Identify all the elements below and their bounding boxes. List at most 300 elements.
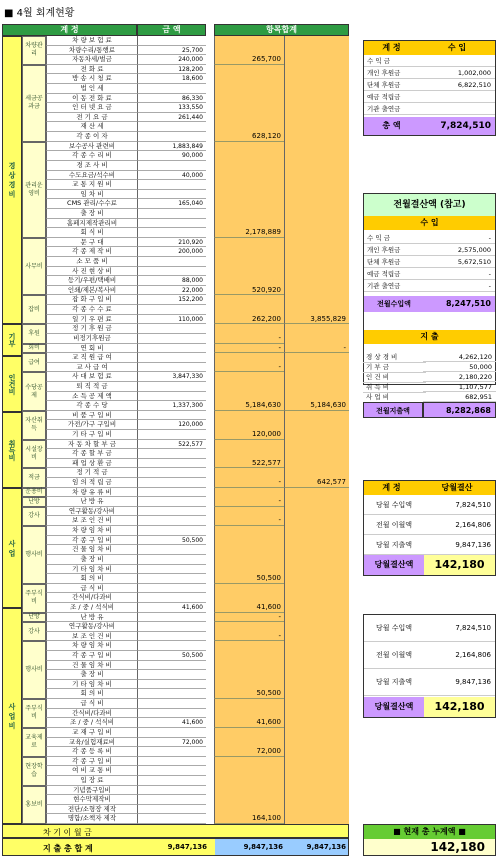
income-header-account: 계 정 xyxy=(364,41,419,55)
row-amount: 18,600 xyxy=(137,74,206,84)
row-group-label: 회비 xyxy=(22,344,46,354)
row-item: 출 장 비 xyxy=(46,555,137,565)
settle-panel-1 xyxy=(363,480,496,576)
row-amount xyxy=(137,353,206,363)
row-total xyxy=(284,353,349,363)
row-subtotal xyxy=(214,372,284,382)
row-item: 난 방 유 xyxy=(46,497,137,507)
row-subtotal xyxy=(214,786,284,796)
row-item: 차 량 유 류 비 xyxy=(46,488,137,498)
row-subtotal xyxy=(214,122,284,132)
row-amount: 133,550 xyxy=(137,103,206,113)
row-total xyxy=(284,219,349,229)
row-group-label: 사무비 xyxy=(22,238,46,296)
row-item: 회 의 비 xyxy=(46,689,137,699)
row-subtotal xyxy=(214,151,284,161)
row-item: 전 기 요 금 xyxy=(46,113,137,123)
row-item: 차 량 보 험 료 xyxy=(46,36,137,46)
settle-row-value: 7,824,510 xyxy=(424,615,495,642)
row-amount: 41,600 xyxy=(137,718,206,728)
row-amount xyxy=(137,728,206,738)
settle-row-key: 전월 이월액 xyxy=(364,515,424,535)
row-amount: 240,000 xyxy=(137,55,206,65)
panel-row-key: 수 익 금 xyxy=(364,232,424,244)
row-subtotal: - xyxy=(214,613,284,623)
row-amount xyxy=(137,641,206,651)
cumulative-label: ■ 현재 총 누계액 ■ xyxy=(364,825,495,839)
row-group-label: 관리운영비 xyxy=(22,142,46,238)
row-item: 보 조 인 건 비 xyxy=(46,632,137,642)
row-subtotal: 120,000 xyxy=(214,430,284,440)
row-amount: 3,847,330 xyxy=(137,372,206,382)
row-item: 기 타 임 차 비 xyxy=(46,565,137,575)
row-total xyxy=(284,795,349,805)
row-subtotal xyxy=(214,584,284,594)
prev-expense-value: 682,951 xyxy=(423,392,496,402)
row-total xyxy=(284,641,349,651)
row-subtotal xyxy=(214,247,284,257)
row-group-label: 적금 xyxy=(22,468,46,487)
row-amount xyxy=(137,459,206,469)
header-amount: 금 액 xyxy=(137,24,206,36)
panel-row-key: 수 익 금 xyxy=(364,55,419,67)
row-item: 경 조 사 비 xyxy=(46,161,137,171)
row-subtotal xyxy=(214,353,284,363)
row-item: 연 회 비 xyxy=(46,344,137,354)
row-item: 잡 화 구 입 비 xyxy=(46,295,137,305)
row-amount xyxy=(137,305,206,315)
row-total xyxy=(284,324,349,334)
row-subtotal xyxy=(214,795,284,805)
row-subtotal: 265,700 xyxy=(214,55,284,65)
row-item: 소 모 품 비 xyxy=(46,257,137,267)
row-amount xyxy=(137,555,206,565)
row-total xyxy=(284,497,349,507)
ledger-table xyxy=(2,36,349,826)
row-item: 조 / 중 / 석식비 xyxy=(46,718,137,728)
row-item: 퇴 직 적 금 xyxy=(46,382,137,392)
row-amount xyxy=(137,805,206,815)
row-amount xyxy=(137,132,206,142)
row-total xyxy=(284,757,349,767)
row-amount xyxy=(137,334,206,344)
row-group-label: 차량관리 xyxy=(22,36,46,65)
row-item: 각 종 할 부 금 xyxy=(46,449,137,459)
row-total xyxy=(284,545,349,555)
prev-panel-title: 전월결산액 (참고) xyxy=(364,194,495,216)
row-item: 차 량 임 차 비 xyxy=(46,641,137,651)
settle2-total-value: 142,180 xyxy=(424,697,495,717)
row-item: 방 송 시 청 료 xyxy=(46,74,137,84)
row-item: 비 품 구 입 비 xyxy=(46,411,137,421)
prev-income-total-label: 전월수입액 xyxy=(364,296,424,312)
row-amount: 261,440 xyxy=(137,113,206,123)
row-amount: 1,883,849 xyxy=(137,142,206,152)
row-total: 642,577 xyxy=(284,478,349,488)
row-group-label: 강사 xyxy=(22,622,46,641)
row-amount xyxy=(137,36,206,46)
row-item: 교 재 구 입 비 xyxy=(46,728,137,738)
row-subtotal xyxy=(214,305,284,315)
row-total xyxy=(284,209,349,219)
row-amount xyxy=(137,488,206,498)
row-amount: 41,600 xyxy=(137,603,206,613)
panel-row-key: 단체 후원금 xyxy=(364,79,419,91)
row-subtotal: 522,577 xyxy=(214,459,284,469)
row-amount xyxy=(137,190,206,200)
row-group-label: 행사비 xyxy=(22,526,46,584)
row-total xyxy=(284,257,349,267)
panel-row-value xyxy=(419,55,495,67)
panel-row-key: 예금 적립금 xyxy=(364,91,419,103)
row-item: 교 직 원 급 여 xyxy=(46,353,137,363)
settle-row-value: 9,847,136 xyxy=(424,535,495,555)
row-total xyxy=(284,46,349,56)
row-item: CMS 관리/수수료 xyxy=(46,199,137,209)
prev-expense-value: 50,000 xyxy=(423,362,496,372)
prev-expense-value: 2,180,220 xyxy=(423,372,496,382)
row-amount xyxy=(137,593,206,603)
cumulative-value: 142,180 xyxy=(364,839,495,855)
row-amount xyxy=(137,392,206,402)
row-total xyxy=(284,36,349,46)
header-item-total: 항목합계 xyxy=(214,24,349,36)
settle2-total-label: 당월결산액 xyxy=(364,697,424,717)
row-amount xyxy=(137,209,206,219)
row-total xyxy=(284,151,349,161)
row-amount xyxy=(137,363,206,373)
row-total xyxy=(284,516,349,526)
row-subtotal xyxy=(214,257,284,267)
row-subtotal xyxy=(214,199,284,209)
row-item: 각 종 수 수 료 xyxy=(46,305,137,315)
row-total xyxy=(284,574,349,584)
row-subtotal xyxy=(214,103,284,113)
header-account: 계 정 xyxy=(2,24,137,36)
row-total xyxy=(284,420,349,430)
row-item: 출 장 비 xyxy=(46,670,137,680)
row-group-label: 세금공과금 xyxy=(22,65,46,142)
row-amount xyxy=(137,449,206,459)
row-amount xyxy=(137,709,206,719)
row-total xyxy=(284,94,349,104)
row-item: 회 의 비 xyxy=(46,574,137,584)
grand-total-row xyxy=(2,838,349,856)
row-subtotal xyxy=(214,593,284,603)
row-group-label: 시설장비 xyxy=(22,440,46,469)
row-total xyxy=(284,488,349,498)
row-subtotal xyxy=(214,267,284,277)
category-regular-expense: 경 상 경 비 xyxy=(2,36,22,324)
row-subtotal xyxy=(214,84,284,94)
row-total xyxy=(284,613,349,623)
row-total xyxy=(284,382,349,392)
row-group-label: 교육제료 xyxy=(22,728,46,757)
row-group-label: 강사 xyxy=(22,507,46,526)
settle-row-key: 당월 지출액 xyxy=(364,669,424,696)
row-amount xyxy=(137,757,206,767)
row-amount xyxy=(137,267,206,277)
row-total xyxy=(284,670,349,680)
row-amount: 50,500 xyxy=(137,651,206,661)
settle-row-key: 당월 수입액 xyxy=(364,615,424,642)
row-amount: 210,920 xyxy=(137,238,206,248)
row-amount: 86,330 xyxy=(137,94,206,104)
row-total xyxy=(284,738,349,748)
row-amount xyxy=(137,180,206,190)
panel-row-value: 6,822,510 xyxy=(419,79,495,91)
settle-row-key: 당월 수입액 xyxy=(364,495,424,515)
row-total xyxy=(284,593,349,603)
row-item: 입 장 료 xyxy=(46,776,137,786)
prev-expense-total-value: 8,282,868 xyxy=(423,402,496,418)
panel-row-key: 개인 후원금 xyxy=(364,67,419,79)
row-amount xyxy=(137,161,206,171)
panel-row-value: - xyxy=(424,232,495,244)
row-amount xyxy=(137,661,206,671)
income-total-value: 7,824,510 xyxy=(419,117,495,135)
panel-row-value: 1,002,000 xyxy=(419,67,495,79)
settle-panel-2 xyxy=(363,614,496,718)
row-total xyxy=(284,468,349,478)
row-item: 각 종 구 입 비 xyxy=(46,757,137,767)
row-total xyxy=(284,295,349,305)
row-group-label: 홍보비 xyxy=(22,786,46,824)
row-total xyxy=(284,814,349,824)
row-total xyxy=(284,699,349,709)
row-item: 출 장 비 xyxy=(46,209,137,219)
row-item: 가전/가구 구입비 xyxy=(46,420,137,430)
row-amount: 50,500 xyxy=(137,536,206,546)
row-total xyxy=(284,747,349,757)
row-item: 각 종 등 록 비 xyxy=(46,747,137,757)
row-item: 인쇄/제본/복사비 xyxy=(46,286,137,296)
row-total xyxy=(284,171,349,181)
row-subtotal xyxy=(214,651,284,661)
row-amount xyxy=(137,814,206,824)
row-amount: 152,200 xyxy=(137,295,206,305)
settle1-total-value: 142,180 xyxy=(424,555,495,575)
row-subtotal: 628,120 xyxy=(214,132,284,142)
row-total xyxy=(284,267,349,277)
row-subtotal xyxy=(214,641,284,651)
row-total xyxy=(284,103,349,113)
row-subtotal: 262,200 xyxy=(214,315,284,325)
settle-row-value: 2,164,806 xyxy=(424,642,495,669)
row-subtotal: 520,920 xyxy=(214,286,284,296)
row-item: 연구활동/강사비 xyxy=(46,622,137,632)
row-amount xyxy=(137,257,206,267)
row-subtotal xyxy=(214,180,284,190)
row-amount xyxy=(137,584,206,594)
row-group-label: 주부식비 xyxy=(22,699,46,728)
row-amount: 128,200 xyxy=(137,65,206,75)
row-amount: 40,000 xyxy=(137,171,206,181)
row-total xyxy=(284,286,349,296)
row-total xyxy=(284,776,349,786)
category-acquisition: 취득비 xyxy=(2,412,22,488)
row-subtotal: 5,184,630 xyxy=(214,401,284,411)
row-subtotal xyxy=(214,449,284,459)
row-subtotal: 164,100 xyxy=(214,814,284,824)
row-subtotal xyxy=(214,728,284,738)
row-item: 각 종 이 자 xyxy=(46,132,137,142)
row-item: 조 / 중 / 석식비 xyxy=(46,603,137,613)
settle-row-key: 전월 이월액 xyxy=(364,642,424,669)
carryover-row xyxy=(2,824,349,838)
row-subtotal xyxy=(214,805,284,815)
row-subtotal xyxy=(214,661,284,671)
row-total xyxy=(284,334,349,344)
category-project: 사 업 xyxy=(2,488,22,608)
row-group-label: 운용비 xyxy=(22,488,46,498)
prev-expense-header: 지 출 xyxy=(364,330,495,344)
row-total: - xyxy=(284,344,349,354)
row-subtotal xyxy=(214,276,284,286)
row-amount xyxy=(137,324,206,334)
row-amount: 165,040 xyxy=(137,199,206,209)
row-amount: 200,000 xyxy=(137,247,206,257)
row-total xyxy=(284,238,349,248)
row-amount xyxy=(137,507,206,517)
row-item: 여 비 교 통 비 xyxy=(46,766,137,776)
income-header-income: 수 입 xyxy=(419,41,495,55)
row-subtotal xyxy=(214,738,284,748)
row-item: 기념품구입비 xyxy=(46,786,137,796)
row-total xyxy=(284,536,349,546)
row-subtotal xyxy=(214,171,284,181)
row-item: 이 동 전 화 료 xyxy=(46,94,137,104)
row-item: 전단/소형장 제작 xyxy=(46,805,137,815)
row-subtotal xyxy=(214,94,284,104)
row-subtotal xyxy=(214,680,284,690)
prev-expense-key: 사 업 비 xyxy=(363,392,426,403)
panel-row-key: 예금 적립금 xyxy=(364,268,424,280)
row-subtotal xyxy=(214,142,284,152)
row-item: 각 종 구 입 비 xyxy=(46,536,137,546)
row-item: 비정기후원금 xyxy=(46,334,137,344)
panel-row-value: - xyxy=(424,268,495,280)
row-total xyxy=(284,55,349,65)
row-subtotal: - xyxy=(214,334,284,344)
row-amount xyxy=(137,516,206,526)
row-total xyxy=(284,555,349,565)
row-subtotal: 50,500 xyxy=(214,574,284,584)
row-amount xyxy=(137,574,206,584)
row-item: 현수막제작비 xyxy=(46,795,137,805)
category-personnel: 인건비 xyxy=(2,356,22,412)
panel-row-key: 기관 출연금 xyxy=(364,280,424,292)
prev-income-header: 수 입 xyxy=(364,216,495,230)
row-total xyxy=(284,507,349,517)
row-total xyxy=(284,247,349,257)
row-amount xyxy=(137,747,206,757)
row-amount xyxy=(137,632,206,642)
row-item: 인 터 넷 요 금 xyxy=(46,103,137,113)
row-subtotal xyxy=(214,382,284,392)
row-group-label: 행사비 xyxy=(22,641,46,699)
row-total xyxy=(284,632,349,642)
row-amount: 110,000 xyxy=(137,315,206,325)
row-subtotal xyxy=(214,526,284,536)
row-item: 자 동 차 할 부 금 xyxy=(46,440,137,450)
row-amount xyxy=(137,565,206,575)
panel-row-key: 개인 후원금 xyxy=(364,244,424,256)
row-subtotal xyxy=(214,670,284,680)
row-item: 차 량 임 차 비 xyxy=(46,526,137,536)
row-amount xyxy=(137,795,206,805)
row-subtotal xyxy=(214,776,284,786)
row-total xyxy=(284,199,349,209)
row-item: 보 조 인 건 비 xyxy=(46,516,137,526)
row-subtotal xyxy=(214,420,284,430)
row-total xyxy=(284,766,349,776)
row-group-label: 후원 xyxy=(22,324,46,343)
row-subtotal xyxy=(214,295,284,305)
row-group-label: 난방 xyxy=(22,613,46,623)
row-amount xyxy=(137,776,206,786)
row-total xyxy=(284,74,349,84)
row-amount xyxy=(137,689,206,699)
row-item: 명함/소책자 제작 xyxy=(46,814,137,824)
row-total xyxy=(284,363,349,373)
row-subtotal xyxy=(214,411,284,421)
row-subtotal xyxy=(214,65,284,75)
row-total xyxy=(284,603,349,613)
category-project-expense: 사 업 비 xyxy=(2,608,22,824)
row-total xyxy=(284,689,349,699)
row-total xyxy=(284,449,349,459)
row-amount: 22,000 xyxy=(137,286,206,296)
row-group-label: 급여 xyxy=(22,353,46,372)
row-item: 교육/실험재료비 xyxy=(46,738,137,748)
row-subtotal xyxy=(214,555,284,565)
row-subtotal: 41,600 xyxy=(214,603,284,613)
row-item: 수도요금/석수비 xyxy=(46,171,137,181)
row-amount xyxy=(137,545,206,555)
row-item: 연구활동/강사비 xyxy=(46,507,137,517)
row-group-label: 수당공제 xyxy=(22,372,46,410)
row-item: 재 산 세 xyxy=(46,122,137,132)
row-group-label: 잡비 xyxy=(22,295,46,324)
row-total xyxy=(284,786,349,796)
row-subtotal: - xyxy=(214,478,284,488)
row-amount xyxy=(137,786,206,796)
row-total xyxy=(284,180,349,190)
row-amount xyxy=(137,430,206,440)
row-total xyxy=(284,440,349,450)
row-item: 간식비/다과비 xyxy=(46,593,137,603)
row-subtotal xyxy=(214,709,284,719)
row-amount xyxy=(137,766,206,776)
row-item: 사 대 보 험 료 xyxy=(46,372,137,382)
row-item: 정 기 적 금 xyxy=(46,468,137,478)
row-total xyxy=(284,190,349,200)
row-amount: 72,000 xyxy=(137,738,206,748)
row-total: 5,184,630 xyxy=(284,401,349,411)
row-subtotal xyxy=(214,507,284,517)
row-amount: 90,000 xyxy=(137,151,206,161)
row-total xyxy=(284,651,349,661)
row-subtotal xyxy=(214,161,284,171)
row-item: 임 차 비 xyxy=(46,190,137,200)
settle-row-key: 당월 지출액 xyxy=(364,535,424,555)
row-item: 건 물 임 차 비 xyxy=(46,661,137,671)
row-subtotal: - xyxy=(214,497,284,507)
row-subtotal xyxy=(214,74,284,84)
row-total xyxy=(284,661,349,671)
settle-row-value: 7,824,510 xyxy=(424,495,495,515)
